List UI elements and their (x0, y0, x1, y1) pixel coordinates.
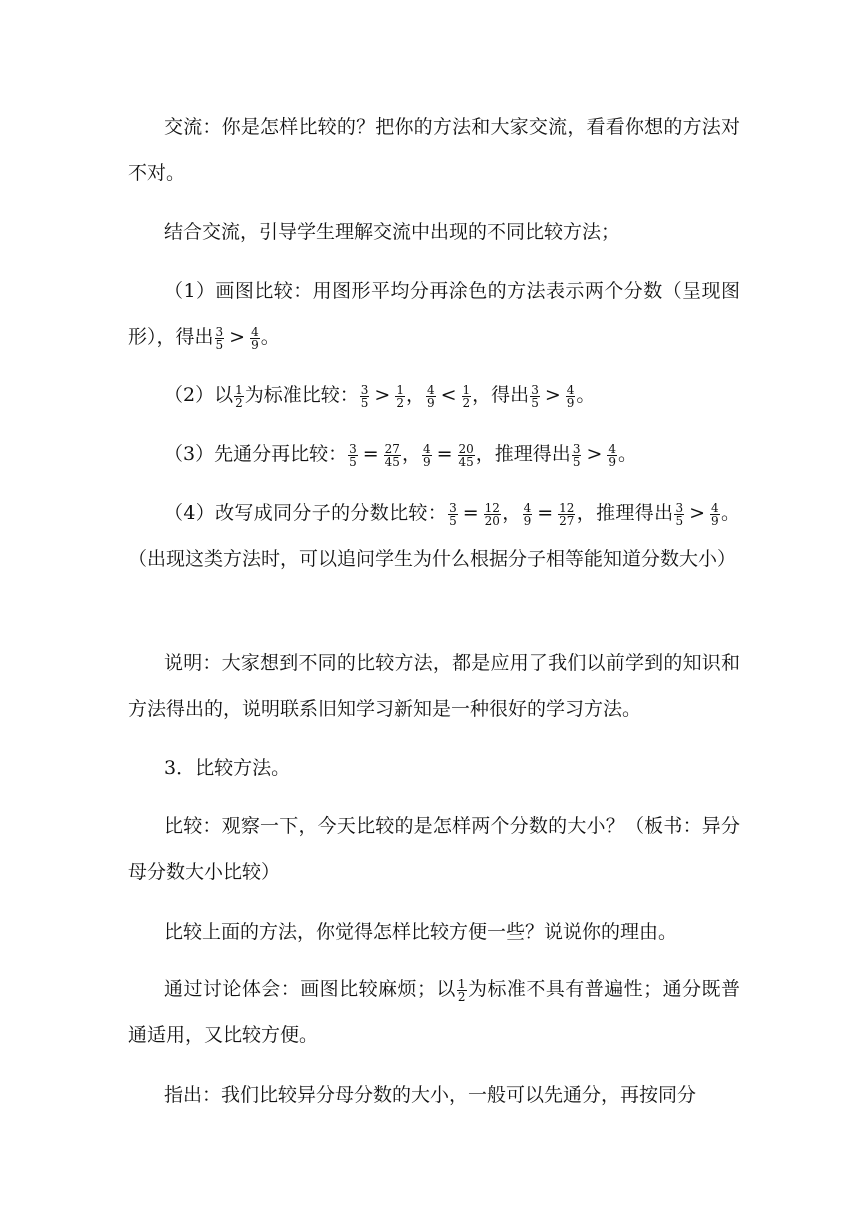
paragraph-method-2: （2）以 $\frac{1}{2}$ 为标准比较： $\frac{3}{5}$ > $\frac{1}{2}$ ， $\frac{4}{9}$ < $\frac{1}{2}$ ，得出 $\frac{3}{5}$ > $\frac{4}{9}$ 。 (164, 382, 596, 410)
fraction: $\frac{3}{5}$ (449, 500, 457, 528)
paragraph-exchange: 交流：你是怎样比较的？把你的方法和大家交流，看看你想的方法对不对。 (128, 116, 740, 184)
fraction: $\frac{27}{45}$ (384, 441, 400, 469)
paragraph-guide: 结合交流，引导学生理解交流中出现的不同比较方法； (164, 221, 621, 243)
paragraph-method-1: （1）画图比较：用图形平均分再涂色的方法表示两个分数（呈现图形），得出 $\frac{3}{5}$ > $\frac{4}{9}$ 。 (128, 280, 740, 352)
fraction: $\frac{3}{5}$ (349, 441, 357, 469)
fraction: $\frac{4}{9}$ (566, 382, 575, 410)
fraction: $\frac{4}{9}$ (711, 500, 719, 528)
paragraph-method-3: （3）先通分再比较： $\frac{3}{5}$ = $\frac{27}{45}$ ， $\frac{4}{9}$ = $\frac{20}{45}$ ，推理得出 $\frac{3}{5}$ > $\frac{4}{9}$ 。 (164, 441, 638, 469)
fraction: $\frac{12}{20}$ (484, 500, 500, 528)
paragraph-compare: 比较：观察一下，今天比较的是怎样两个分数的大小？（板书：异分母分数大小比较） (128, 815, 740, 883)
paragraph-discussion: 通过讨论体会：画图比较麻烦；以 $\frac{1}{2}$ 为标准不具有普遍性；通分既普通适用，又比较方便。 (128, 976, 740, 1046)
fraction: $\frac{3}{5}$ (675, 500, 684, 528)
fraction: $\frac{4}{9}$ (426, 382, 435, 410)
fraction: $\frac{4}{9}$ (422, 441, 431, 469)
fraction-half: $\frac{1}{2}$ (462, 382, 471, 410)
fraction: $\frac{4}{9}$ (523, 500, 532, 528)
operator: > (229, 326, 246, 348)
fraction-half: $\frac{1}{2}$ (457, 976, 466, 1004)
fraction: $\frac{3}{5}$ (215, 324, 224, 352)
paragraph-method-4: （4）改写成同分子的分数比较： $\frac{3}{5}$ = $\frac{12}{20}$ ， $\frac{4}{9}$ = $\frac{12}{27}$ ，推理得出 $\frac{3}{5}$ > $\frac{4}{9}$ 。（出现这类方法时，可以追问学生为什么根据分子相等能知道分数大小） (128, 500, 740, 570)
fraction: $\frac{4}{9}$ (251, 324, 259, 352)
fraction-half: $\frac{1}{2}$ (235, 382, 243, 410)
method-1-text: （1）画图比较：用图形平均分再涂色的方法表示两个分数（呈现图形），得出 (128, 280, 740, 348)
fraction: $\frac{20}{45}$ (458, 441, 474, 469)
fraction: $\frac{3}{5}$ (360, 382, 369, 410)
fraction: $\frac{4}{9}$ (608, 441, 617, 469)
fraction: $\frac{3}{5}$ (572, 441, 581, 469)
fraction: $\frac{12}{27}$ (559, 500, 575, 528)
fraction: $\frac{3}{5}$ (531, 382, 539, 410)
paragraph-which-method: 比较上面的方法，你觉得怎样比较方便一些？说说你的理由。 (164, 921, 678, 943)
fraction-half: $\frac{1}{2}$ (396, 382, 404, 410)
section-heading: 3．比较方法。 (164, 757, 291, 779)
paragraph-explanation: 说明：大家想到不同的比较方法，都是应用了我们以前学到的知识和方法得出的，说明联系旧知学习新知是一种很好的学习方法。 (128, 652, 740, 720)
paragraph-point-out: 指出：我们比较异分母分数的大小，一般可以先通分，再按同分 (164, 1084, 697, 1106)
